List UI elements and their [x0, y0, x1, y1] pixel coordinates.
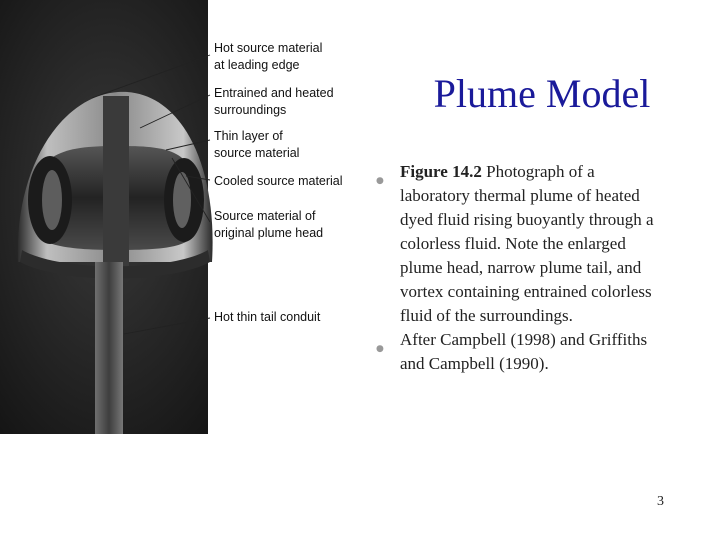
label-thin-layer: Thin layer of source material	[214, 129, 300, 160]
plume-figure	[0, 0, 372, 440]
bullet-item-caption	[376, 160, 666, 328]
plume-tail	[95, 262, 123, 434]
label-cooled-source: Cooled source material	[214, 174, 343, 188]
page-number: 3	[657, 494, 664, 509]
bullet-list	[376, 160, 666, 376]
label-entrained: Entrained and heated surroundings	[214, 86, 334, 117]
label-original-head: Source material of original plume head	[214, 209, 324, 240]
bullet-icon: ●	[376, 344, 384, 354]
bullet-icon: ●	[376, 176, 384, 186]
label-hot-source: Hot source material at leading edge	[214, 41, 323, 72]
slide-title: Plume Model	[433, 71, 651, 116]
bullet-item-source	[376, 328, 666, 376]
caption-figure-label: Figure 14.2	[400, 162, 482, 181]
label-tail-conduit: Hot thin tail conduit	[214, 310, 321, 324]
source-text: After Campbell (1998) and Griffiths and Campbell (1990).	[400, 330, 648, 373]
caption-text: Photograph of a laboratory thermal plume of heated dyed fluid rising buoyantly through a colorless fluid. Note the enlarged plume head, narrow plume tail, and vortex containing entrained colorless fluid of the surroundings.	[400, 162, 654, 325]
